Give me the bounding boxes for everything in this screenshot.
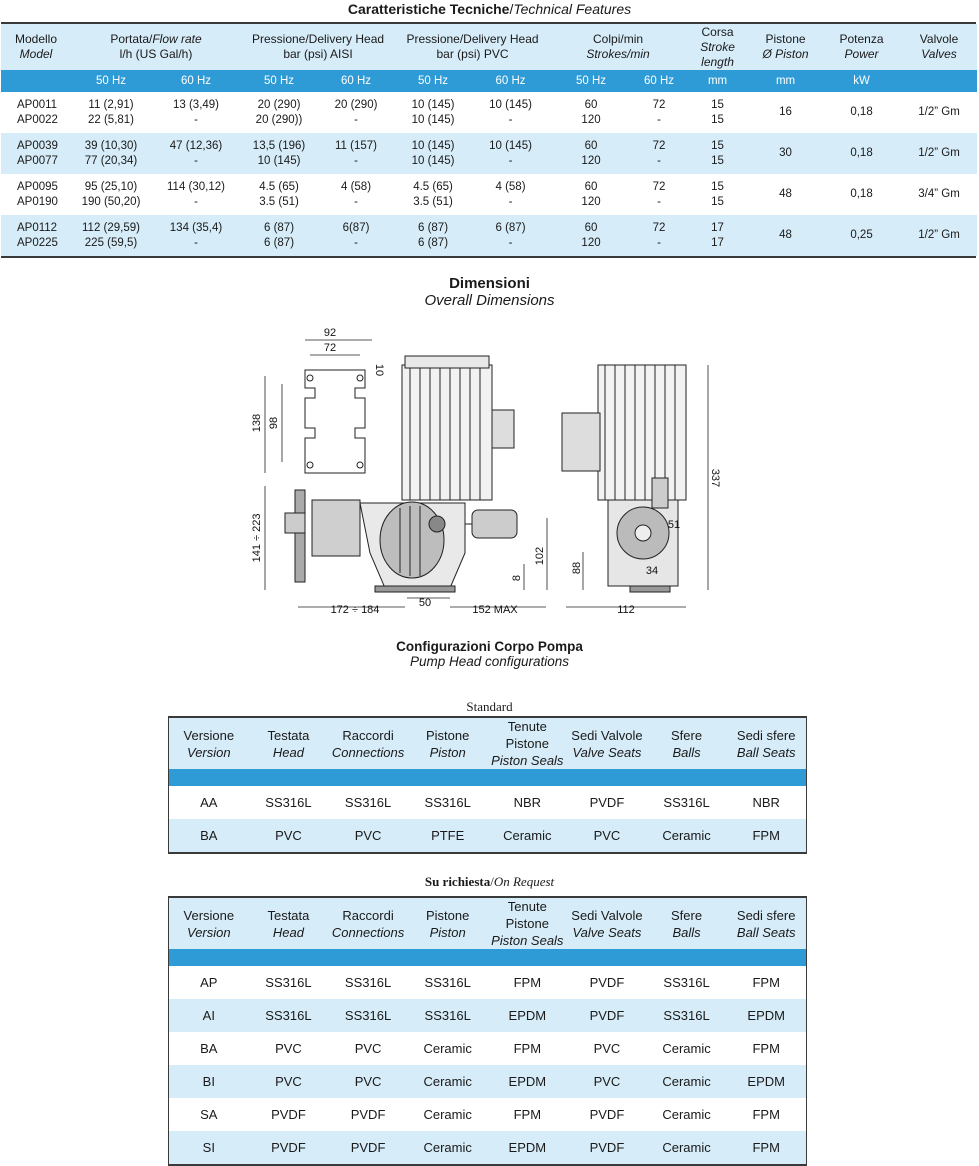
config-cell: PTFE: [408, 819, 488, 852]
config-row: [169, 1065, 806, 1098]
config-row: [169, 1098, 806, 1131]
config-row: [169, 1131, 806, 1164]
config-row: [169, 786, 806, 819]
config-cell: PVDF: [567, 999, 647, 1032]
tech-cell-valves: 1/2” Gm: [918, 106, 960, 118]
pump-dimension-drawing: [250, 328, 730, 618]
dimension-label: 102: [534, 546, 546, 566]
tech-row: [1, 174, 979, 215]
tech-cell-valves: 3/4” Gm: [918, 188, 960, 200]
config-header-row: [169, 898, 806, 949]
config-cell: NBR: [513, 795, 542, 810]
config-cell: SS316L: [328, 999, 408, 1032]
config-cell: Ceramic: [423, 1107, 472, 1122]
dimension-label: 88: [571, 561, 583, 575]
tech-cell-s50: 60 120: [581, 180, 601, 208]
dimension-label: 112: [617, 604, 635, 616]
tech-cell-p50: 4.5 (65) 3.5 (51): [413, 180, 453, 208]
tech-cell-p50: 10 (145) 10 (145): [411, 98, 455, 126]
tech-cell-a50: 6 (87) 6 (87): [241, 215, 317, 256]
tech-row: [1, 133, 979, 174]
config-cell: Ceramic: [647, 819, 727, 852]
config-row: [169, 966, 806, 999]
tech-units-row: [1, 70, 979, 92]
config-cell: BI: [169, 1065, 249, 1098]
config-cell: FPM: [513, 975, 542, 990]
tech-cell-piston: 48: [779, 188, 792, 200]
config-title-en: Pump Head configurations: [409, 654, 570, 669]
config-title-it: Configurazioni Corpo Pompa: [396, 639, 583, 654]
tech-cell-p60: 6 (87) -: [471, 215, 550, 256]
tech-cell-p60: 10 (145) -: [489, 98, 532, 126]
tech-cell-piston: 30: [749, 133, 822, 174]
config-cell: EPDM: [488, 1065, 568, 1098]
config-header-7: Sedi sfere Ball Seats: [726, 718, 806, 769]
config-cell: Ceramic: [488, 819, 568, 852]
config-cell: FPM: [726, 819, 806, 852]
header-power: Potenza Power: [822, 24, 901, 70]
config-cell: PVDF: [589, 795, 625, 810]
config-header-3: Pistone Piston: [408, 898, 488, 949]
config-header-5: Sedi Valvole Valve Seats: [567, 898, 647, 949]
config-cell: SS316L: [663, 975, 710, 990]
tech-cell-f50: 112 (29,59) 225 (59,5): [71, 215, 151, 256]
config-cell: PVC: [249, 1065, 329, 1098]
dimension-label: 92: [323, 328, 337, 339]
config-row: [169, 819, 806, 852]
config-header-3: Pistone Piston: [408, 718, 488, 769]
config-header-1: Testata Head: [249, 898, 329, 949]
config-cell: FPM: [752, 1041, 780, 1056]
config-cell: FPM: [513, 1041, 542, 1056]
unit-cell: 60 Hz: [471, 70, 550, 92]
unit-cell: 50 Hz: [241, 70, 317, 92]
header-flow-rate: Portata/Flow rate l/h (US Gal/h): [71, 24, 241, 70]
unit-cell: 60 Hz: [317, 70, 395, 92]
tech-cell-power: 0,18: [850, 106, 873, 118]
dimension-label: 98: [268, 416, 280, 430]
config-row: [169, 1032, 806, 1065]
tech-cell-f60: 134 (35,4) -: [151, 215, 241, 256]
config-cell: SS316L: [424, 975, 471, 990]
config-cell: PVC: [275, 1041, 302, 1056]
tech-cell-f50: 11 (2,91) 22 (5,81): [87, 98, 135, 126]
dimensions-title-en: Overall Dimensions: [424, 292, 555, 309]
tech-cell-p60: 10 (145) -: [471, 133, 550, 174]
config-title: [0, 639, 979, 669]
tech-cell-s60: 72 -: [652, 98, 666, 126]
config-cell: PVDF: [589, 975, 625, 990]
config-header-4: Tenute Pistone Piston Seals: [488, 898, 568, 949]
dimensions-title: [0, 275, 979, 309]
tech-cell-a60: 4 (58) -: [340, 180, 372, 208]
config-cell: AI: [169, 999, 249, 1032]
tech-cell-s60: 72 -: [652, 180, 666, 208]
config-cell: SS316L: [344, 975, 392, 990]
config-cell: Ceramic: [408, 1131, 488, 1164]
config-cell: PVDF: [271, 1107, 306, 1122]
config-cell: PVDF: [249, 1131, 329, 1164]
unit-cell: 50 Hz: [550, 70, 632, 92]
tech-title-en: Technical Features: [513, 1, 632, 17]
config-cell: SS316L: [344, 795, 392, 810]
dimension-label: 152 MAX: [472, 604, 518, 616]
tech-title-it: Caratteristiche Tecniche: [347, 1, 510, 17]
tech-cell-valves: 1/2” Gm: [901, 215, 977, 256]
tech-row: [1, 92, 979, 133]
unit-cell: mm: [686, 70, 749, 92]
config-cell: SI: [169, 1131, 249, 1164]
tech-cell-model: AP0095 AP0190: [17, 180, 58, 208]
tech-cell-stroke: 15 15: [711, 180, 724, 208]
tech-title: Caratteristiche Tecniche/Technical Features: [347, 1, 632, 17]
header-model: Modello Model: [1, 24, 71, 70]
tech-cell-s50: 60 120: [581, 98, 601, 126]
config-cell: SS316L: [265, 795, 312, 810]
config-cell: Ceramic: [647, 1131, 727, 1164]
config-cell: NBR: [752, 795, 780, 810]
config-cell: SS316L: [408, 999, 488, 1032]
config-row: [169, 999, 806, 1032]
dimension-label: 138: [251, 413, 263, 433]
dimension-label: 34: [645, 565, 659, 577]
header-pressure-pvc: Pressione/Delivery Head bar (psi) PVC: [395, 24, 550, 70]
config-cell: PVDF: [567, 1131, 647, 1164]
tech-cell-f50: 95 (25,10) 190 (50,20): [81, 180, 141, 208]
config-cell: PVDF: [328, 1131, 408, 1164]
config-cell: EPDM: [488, 999, 568, 1032]
tech-cell-model: AP0112 AP0225: [1, 215, 71, 256]
config-cell: SA: [200, 1107, 218, 1122]
unit-cell: 60 Hz: [632, 70, 686, 92]
config-cell: PVC: [567, 819, 647, 852]
dimension-label: 8: [511, 574, 523, 582]
tech-cell-stroke: 15 15: [711, 98, 724, 126]
dimension-label: 50: [418, 597, 432, 609]
tech-cell-a60: 6(87) -: [317, 215, 395, 256]
tech-row: [1, 215, 979, 256]
config-cell: BA: [200, 1041, 218, 1056]
unit-cell: kW: [822, 70, 901, 92]
config-cell: PVC: [328, 819, 408, 852]
config-cell: SS316L: [424, 795, 471, 810]
config-cell: SS316L: [647, 999, 727, 1032]
config-cell: PVDF: [350, 1107, 386, 1122]
config-header-0: Versione Version: [169, 898, 249, 949]
header-pressure-aisi: Pressione/Delivery Head bar (psi) AISI: [241, 24, 395, 70]
tech-cell-power: 0,25: [822, 215, 901, 256]
tech-cell-power: 0,18: [822, 133, 901, 174]
tech-cell-stroke: 15 15: [686, 133, 749, 174]
tech-cell-a60: 11 (157) -: [317, 133, 395, 174]
header-stroke-length: Corsa Stroke length: [686, 24, 749, 70]
on-request-config-table: [168, 896, 807, 1166]
config-cell: AA: [200, 795, 218, 810]
unit-cell: 50 Hz: [71, 70, 151, 92]
tech-header-row: [1, 24, 979, 70]
config-cell: Ceramic: [662, 1041, 711, 1056]
config-cell: FPM: [752, 1107, 780, 1122]
dimension-label: 172 ÷ 184: [330, 604, 380, 616]
tech-cell-p50: 10 (145) 10 (145): [395, 133, 471, 174]
config-cell: Ceramic: [423, 1041, 472, 1056]
config-header-6: Sfere Balls: [647, 718, 727, 769]
tech-cell-model: AP0039 AP0077: [1, 133, 71, 174]
tech-cell-f50: 39 (10,30) 77 (20,34): [71, 133, 151, 174]
config-cell: PVC: [249, 819, 329, 852]
config-header-4: Tenute Pistone Piston Seals: [488, 718, 568, 769]
header-strokes: Colpi/min Strokes/min: [550, 24, 686, 70]
tech-cell-piston: 48: [749, 215, 822, 256]
config-cell: PVC: [593, 1041, 621, 1056]
dimension-label: 337: [709, 468, 721, 488]
dimension-label: 51: [667, 519, 681, 531]
tech-cell-model: AP0011 AP0022: [17, 98, 58, 126]
unit-cell: 50 Hz: [395, 70, 471, 92]
header-valves: Valvole Valves: [901, 24, 977, 70]
tech-cell-p60: 4 (58) -: [495, 180, 526, 208]
config-cell: SS316L: [265, 975, 312, 990]
tech-cell-f60: 114 (30,12) -: [167, 180, 225, 208]
config-cell: FPM: [513, 1107, 542, 1122]
config-cell: BA: [169, 819, 249, 852]
config-cell: Ceramic: [647, 1065, 727, 1098]
unit-cell: 60 Hz: [151, 70, 241, 92]
tech-cell-s60: 72 -: [632, 215, 686, 256]
dimension-label: 10: [373, 363, 385, 377]
config-cell: EPDM: [488, 1131, 568, 1164]
unit-cell: mm: [749, 70, 822, 92]
tech-cell-f60: 47 (12,36) -: [151, 133, 241, 174]
tech-cell-stroke: 17 17: [686, 215, 749, 256]
config-header-6: Sfere Balls: [647, 898, 727, 949]
standard-config-table: [168, 716, 807, 854]
config-header-2: Raccordi Connections: [328, 898, 408, 949]
config-header-row: [169, 718, 806, 769]
tech-cell-power: 0,18: [850, 188, 873, 200]
config-cell: FPM: [752, 975, 780, 990]
tech-cell-a50: 4.5 (65) 3.5 (51): [259, 180, 299, 208]
tech-cell-a60: 20 (290) -: [334, 98, 378, 126]
config-cell: FPM: [726, 1131, 806, 1164]
config-header-0: Versione Version: [169, 718, 249, 769]
tech-cell-piston: 16: [779, 106, 792, 118]
config-cell: SS316L: [663, 795, 710, 810]
config-header-7: Sedi sfere Ball Seats: [726, 898, 806, 949]
config-cell: Ceramic: [662, 1107, 711, 1122]
header-piston: Pistone Ø Piston: [749, 24, 822, 70]
dimension-label: 72: [323, 342, 337, 354]
config-cell: EPDM: [726, 1065, 806, 1098]
tech-cell-s50: 60 120: [550, 133, 632, 174]
config-header-5: Sedi Valvole Valve Seats: [567, 718, 647, 769]
tech-cell-valves: 1/2” Gm: [901, 133, 977, 174]
standard-caption: Standard: [466, 699, 513, 714]
tech-cell-s60: 72 -: [632, 133, 686, 174]
tech-cell-a50: 20 (290) 20 (290)): [255, 98, 303, 126]
config-cell: PVDF: [589, 1107, 625, 1122]
tech-cell-p50: 6 (87) 6 (87): [395, 215, 471, 256]
config-cell: EPDM: [726, 999, 806, 1032]
on-request-caption: Su richiesta/On Request: [424, 874, 555, 889]
dimensions-title-it: Dimensioni: [449, 275, 530, 292]
config-cell: PVC: [328, 1065, 408, 1098]
technical-features-table: [1, 22, 976, 258]
config-cell: SS316L: [249, 999, 329, 1032]
config-header-1: Testata Head: [249, 718, 329, 769]
tech-cell-f60: 13 (3,49) -: [172, 98, 220, 126]
config-cell: AP: [200, 975, 218, 990]
tech-cell-s50: 60 120: [550, 215, 632, 256]
config-header-2: Raccordi Connections: [328, 718, 408, 769]
tech-cell-a50: 13,5 (196) 10 (145): [241, 133, 317, 174]
config-cell: Ceramic: [408, 1065, 488, 1098]
dimension-label: 141 ÷ 223: [251, 513, 263, 563]
config-cell: PVC: [567, 1065, 647, 1098]
config-cell: PVC: [354, 1041, 382, 1056]
